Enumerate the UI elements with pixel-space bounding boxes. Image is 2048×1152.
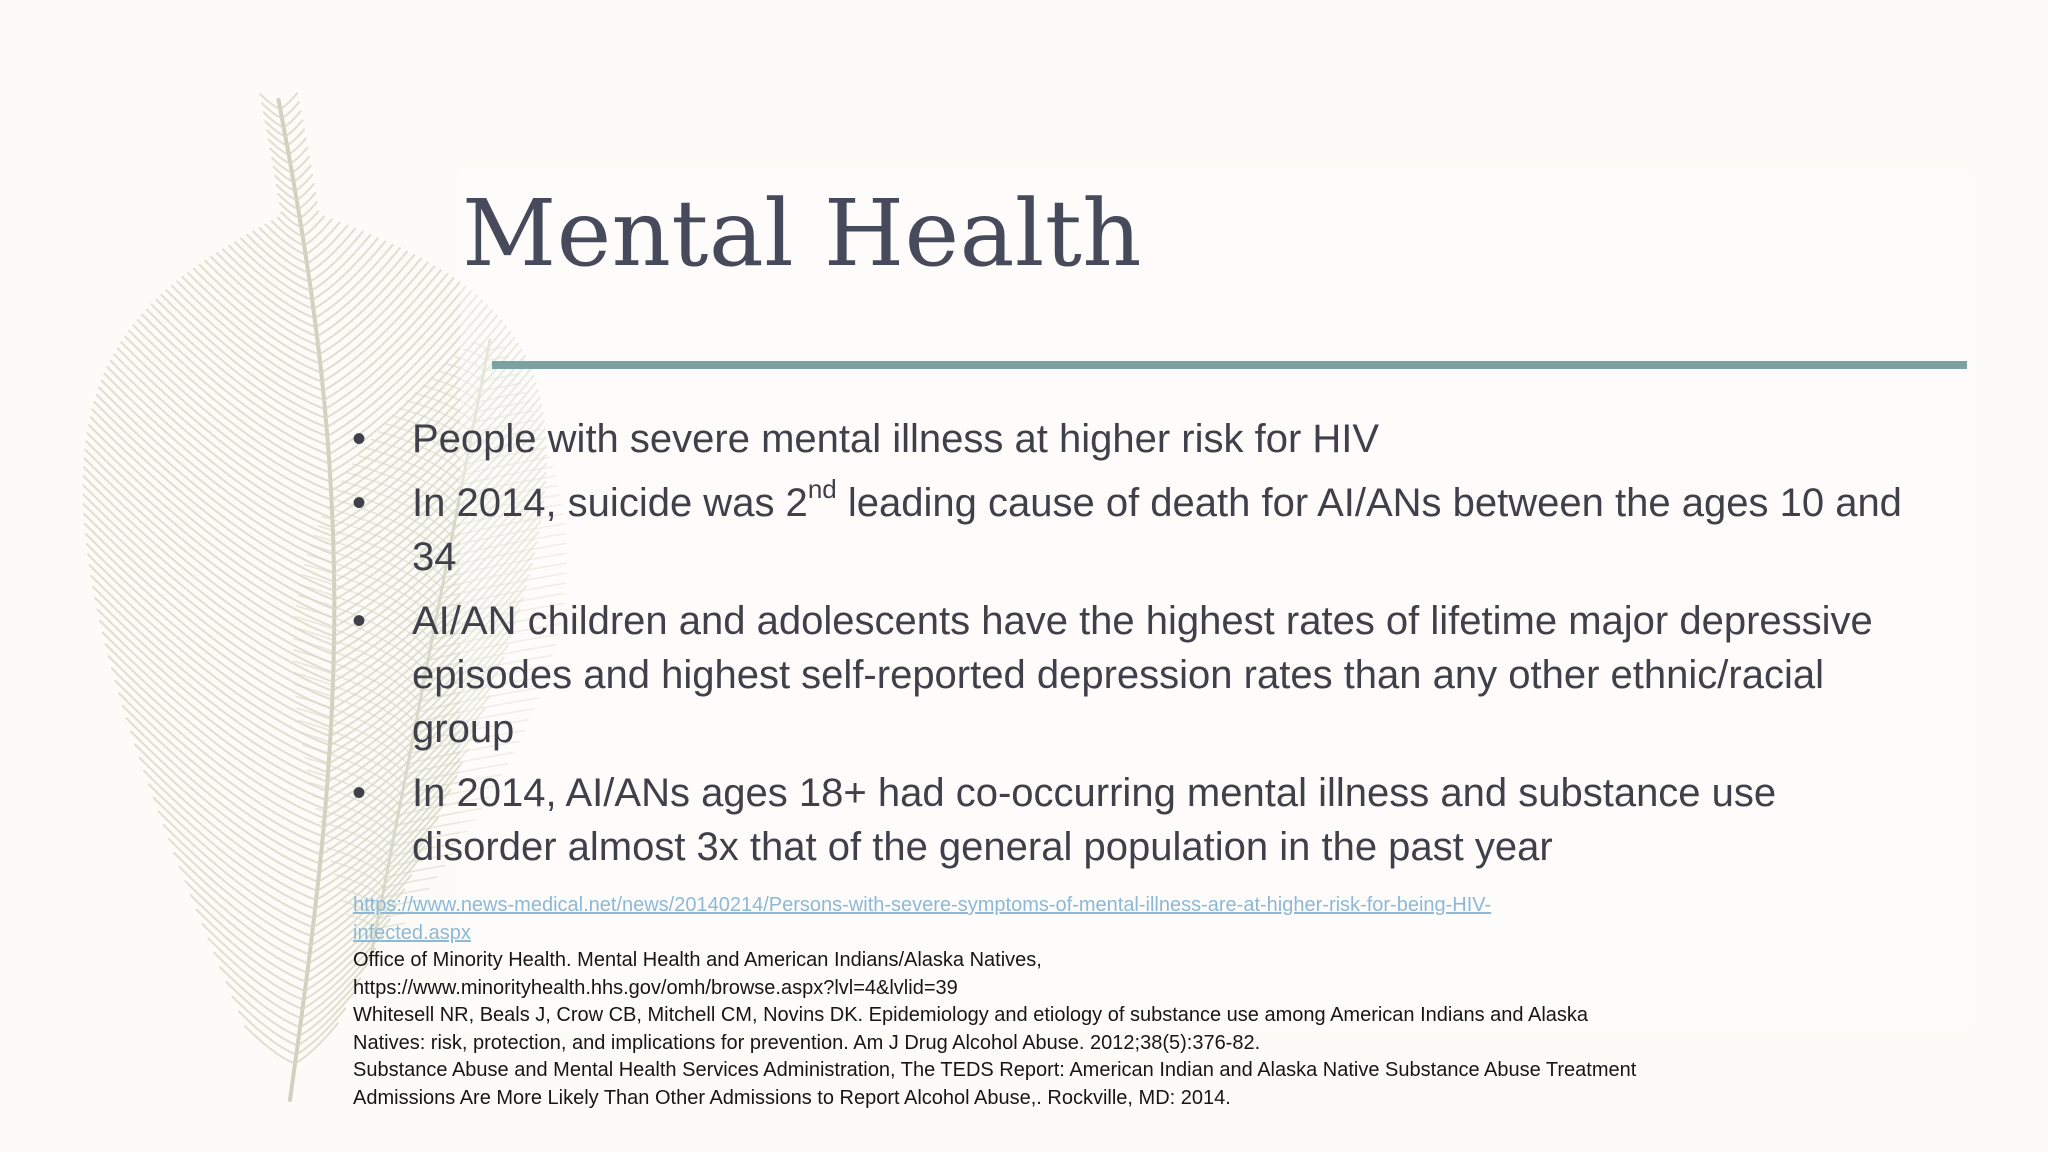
slide-title: Mental Health — [462, 180, 1143, 287]
bullet-item — [352, 766, 1912, 874]
bullet-item — [352, 473, 1912, 584]
bullet-text: AI/AN children and adolescents have the highest rates of lifetime major depressive episodes and highest self-reported depression rates than any other ethnic/racial group — [412, 599, 1873, 751]
reference-omh-url: https://www.minorityhealth.hhs.gov/omh/browse.aspx?lvl=4&lvlid=39 — [353, 976, 958, 999]
ordinal-suffix: nd — [807, 473, 837, 504]
bullet-glyph: • — [352, 417, 367, 461]
bullet-text: In 2014, suicide was 2 — [412, 481, 808, 525]
bullet-text: People with severe mental illness at higher risk for HIV — [412, 417, 1380, 461]
reference-link-continued[interactable]: infected.aspx — [353, 921, 471, 944]
bullet-glyph: • — [352, 481, 367, 525]
reference-samhsa: Substance Abuse and Mental Health Services Administration, The TEDS Report: American Indian and Alaska Native Substance Abuse Treatment — [353, 1059, 1637, 1081]
bullet-glyph: • — [352, 771, 367, 815]
reference-whitesell: Whitesell NR, Beals J, Crow CB, Mitchell CM, Novins DK. Epidemiology and etiology of substance use among American Indians and Alaska — [353, 1004, 1589, 1026]
reference-link[interactable]: https://www.news-medical.net/news/20140214/Persons-with-severe-symptoms-of-mental-illness-are-at-higher-risk-for-being-HIV- — [353, 894, 1492, 916]
reference-samhsa-continued: Admissions Are More Likely Than Other Admissions to Report Alcohol Abuse,. Rockville, MD: 2014. — [353, 1086, 1231, 1109]
bullet-list — [352, 412, 1912, 884]
references — [353, 892, 1713, 1112]
bullet-text: In 2014, AI/ANs ages 18+ had co-occurring mental illness and substance use disorder almost 3x that of the general population in the past year — [412, 771, 1777, 869]
bullet-item — [352, 594, 1912, 756]
title-divider — [492, 361, 1967, 369]
reference-whitesell-continued: Natives: risk, protection, and implications for prevention. Am J Drug Alcohol Abuse. 2012;38(5):376-82. — [353, 1031, 1261, 1054]
bullet-text-continued: leading cause of death for AI/ANs between the ages 10 and 34 — [412, 481, 1902, 579]
reference-omh: Office of Minority Health. Mental Health and American Indians/Alaska Natives, — [353, 949, 1042, 971]
bullet-glyph: • — [352, 599, 367, 643]
bullet-item — [352, 412, 1912, 466]
